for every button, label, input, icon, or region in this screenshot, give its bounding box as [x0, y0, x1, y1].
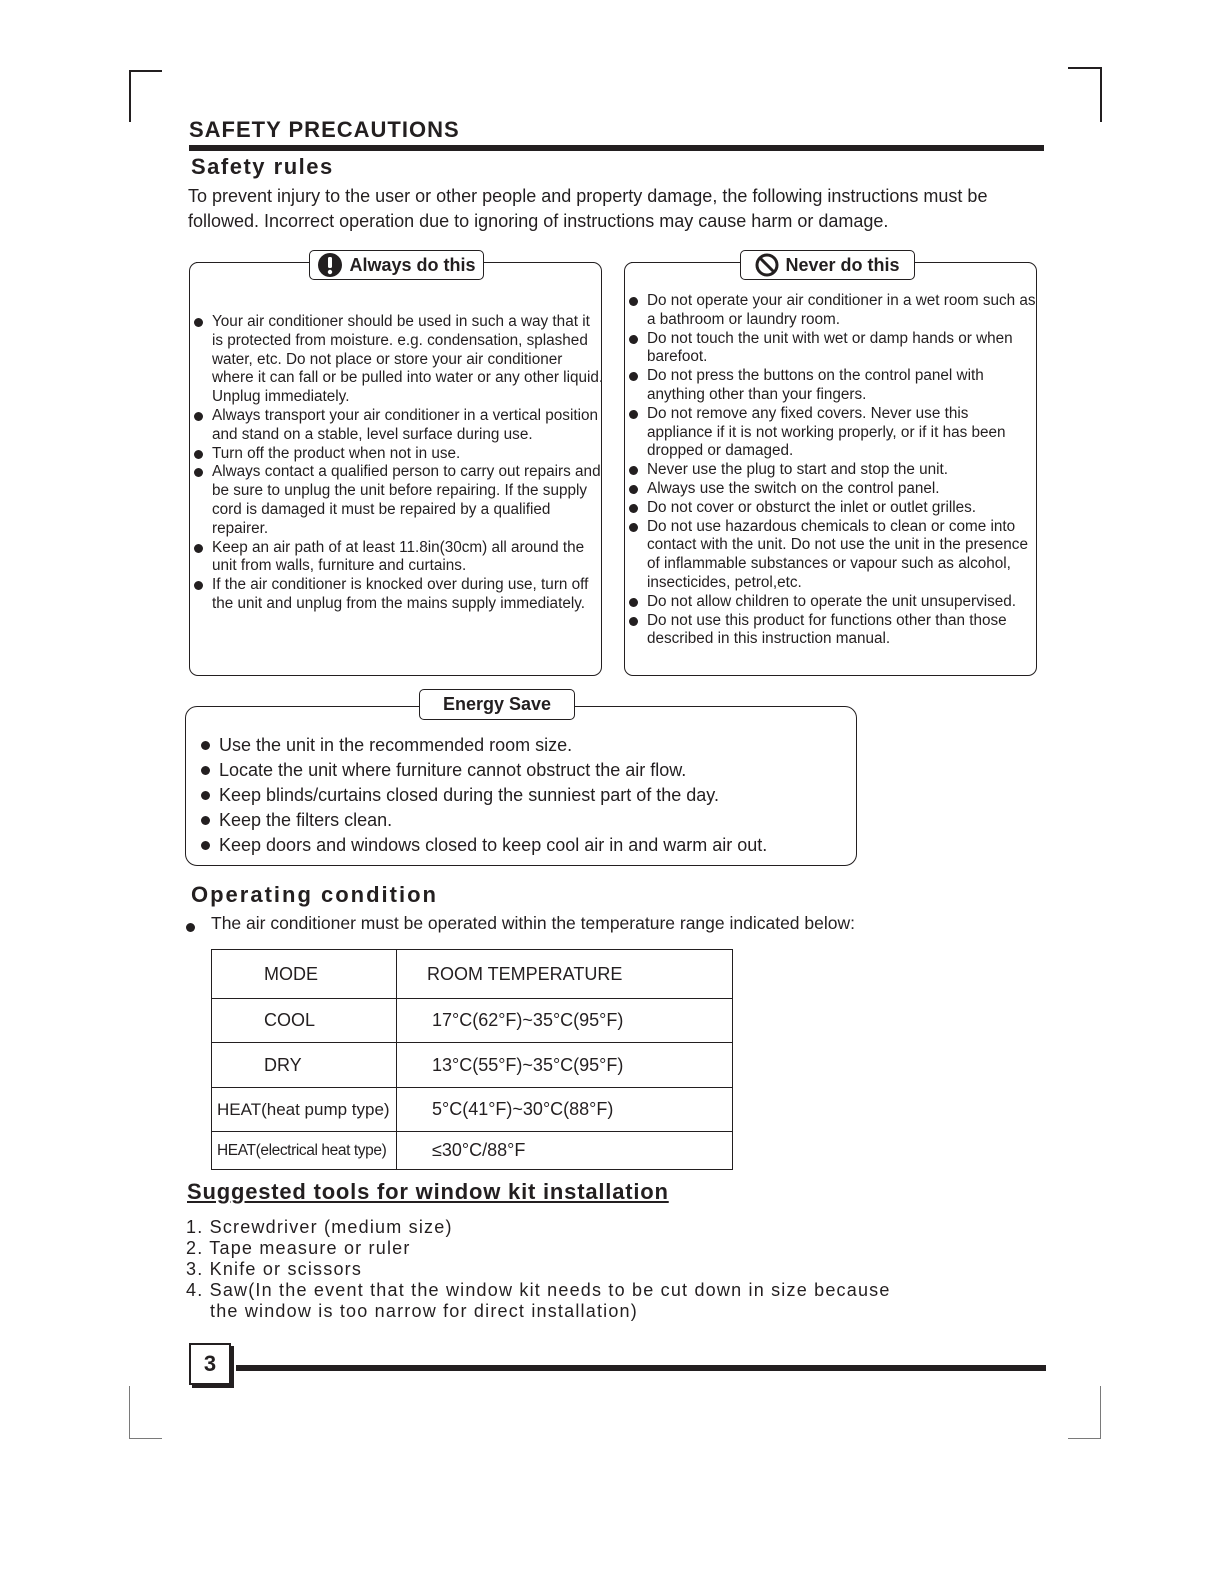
crop-mark-top-left-h [129, 70, 162, 72]
section-title-safety-rules: Safety rules [191, 154, 334, 179]
table-row [212, 999, 733, 1043]
list-item: Do not remove any fixed covers. Never use this appliance if it is not working properly, or if it has been dropped or damaged. [627, 405, 1037, 461]
list-item: Do not use this product for functions other than those described in this instruction manual. [627, 612, 1037, 650]
mode-cell: DRY [212, 1043, 397, 1088]
energy-title-label: Energy Save [442, 694, 552, 714]
always-title-label: Always do this [349, 254, 476, 275]
energy-list [199, 733, 849, 858]
exclamation-icon [317, 252, 343, 278]
list-item: Keep doors and windows closed to keep cool air in and warm air out. [199, 833, 849, 858]
list-item: Always transport your air conditioner in a vertical position and stand on a stable, level surface during use. [192, 407, 604, 445]
never-do-this-title [740, 250, 915, 280]
list-item: Do not use hazardous chemicals to clean or come into contact with the unit. Do not use the unit in the presence of inflammable substances or vapour such as alcohol, insecticides, petrol,etc. [627, 518, 1037, 593]
mode-cell: HEAT(heat pump type) [212, 1088, 397, 1132]
table-header-row [212, 950, 733, 999]
header-mode: MODE [212, 950, 397, 999]
header-room-temperature: ROOM TEMPERATURE [397, 950, 733, 999]
footer-rule [236, 1365, 1046, 1371]
list-item: 2. Tape measure or ruler [186, 1238, 411, 1258]
always-title-line-right [484, 262, 594, 263]
list-item: Never use the plug to start and stop the unit. [627, 461, 1037, 480]
crop-mark-bottom-left-h [129, 1438, 162, 1439]
list-item: Do not operate your air conditioner in a wet room such as a bathroom or laundry room. [627, 292, 1037, 330]
always-do-this-title [309, 250, 484, 280]
crop-mark-bottom-left-v [129, 1386, 130, 1438]
temp-cell: ≤30°C/88°F [397, 1132, 733, 1170]
mode-cell: COOL [212, 999, 397, 1043]
list-item: Turn off the product when not in use. [192, 445, 604, 464]
operating-bullet [186, 923, 195, 932]
list-item: Do not press the buttons on the control panel with anything other than your fingers. [627, 367, 1037, 405]
table-row [212, 1132, 733, 1170]
table-row [212, 1043, 733, 1088]
always-title-line-left [196, 262, 309, 263]
intro-text: To prevent injury to the user or other people and property damage, the following instructions must be followed. Incorrect operation due to ignoring of instructions may cause harm or damage. [188, 186, 988, 231]
operating-note: The air conditioner must be operated within the temperature range indicated below: [211, 913, 855, 933]
list-item: Keep blinds/curtains closed during the sunniest part of the day. [199, 783, 849, 808]
crop-mark-top-left-v [129, 70, 131, 122]
never-list [627, 292, 1037, 649]
list-item: Do not cover or obsturct the inlet or outlet grilles. [627, 499, 1037, 518]
crop-mark-bottom-right-h [1068, 1438, 1101, 1439]
list-item: Always use the switch on the control panel. [627, 480, 1037, 499]
prohibited-icon [755, 253, 779, 277]
title-rule [189, 145, 1044, 151]
temp-cell: 17°C(62°F)~35°C(95°F) [397, 999, 733, 1043]
list-item: 4. Saw(In the event that the window kit needs to be cut down in size because [186, 1280, 891, 1300]
list-item: Locate the unit where furniture cannot obstruct the air flow. [199, 758, 849, 783]
list-item: 3. Knife or scissors [186, 1259, 363, 1279]
list-item: the window is too narrow for direct installation) [210, 1301, 638, 1321]
never-title-label: Never do this [785, 254, 900, 275]
table-row [212, 1088, 733, 1132]
list-item: Do not touch the unit with wet or damp hands or when barefoot. [627, 330, 1037, 368]
list-item: Keep an air path of at least 11.8in(30cm) all around the unit from walls, furniture and curtains. [192, 539, 604, 577]
operating-table [211, 949, 733, 1170]
list-item: If the air conditioner is knocked over during use, turn off the unit and unplug from the mains supply immediately. [192, 576, 604, 614]
crop-mark-top-right-v [1100, 67, 1102, 122]
crop-mark-bottom-right-v [1100, 1386, 1101, 1438]
page-title: SAFETY PRECAUTIONS [189, 117, 460, 142]
always-list [192, 313, 604, 614]
list-item: Keep the filters clean. [199, 808, 849, 833]
mode-cell: HEAT(electrical heat type) [212, 1132, 397, 1170]
never-title-line-left [631, 262, 740, 263]
never-title-line-right [914, 262, 1029, 263]
page-number: 3 [189, 1343, 231, 1385]
tools-list [186, 1217, 891, 1322]
crop-mark-top-right-h [1068, 67, 1101, 69]
list-item: Your air conditioner should be used in such a way that it is protected from moisture. e.g. condensation, splashed water, etc. Do not place or store your air conditioner where it can fall or be pulled into water or any other liquid. Unplug immediately. [192, 313, 604, 407]
energy-save-title [419, 689, 575, 720]
list-item: 1. Screwdriver (medium size) [186, 1217, 453, 1237]
section-title-suggested-tools: Suggested tools for window kit installation [187, 1179, 669, 1204]
list-item: Do not allow children to operate the unit unsupervised. [627, 593, 1037, 612]
temp-cell: 5°C(41°F)~30°C(88°F) [397, 1088, 733, 1132]
list-item: Always contact a qualified person to carry out repairs and be sure to unplug the unit before repairing. If the supply cord is damaged it must be repaired by a qualified repairer. [192, 463, 604, 538]
temp-cell: 13°C(55°F)~35°C(95°F) [397, 1043, 733, 1088]
section-title-operating-condition: Operating condition [191, 882, 438, 907]
list-item: Use the unit in the recommended room size. [199, 733, 849, 758]
